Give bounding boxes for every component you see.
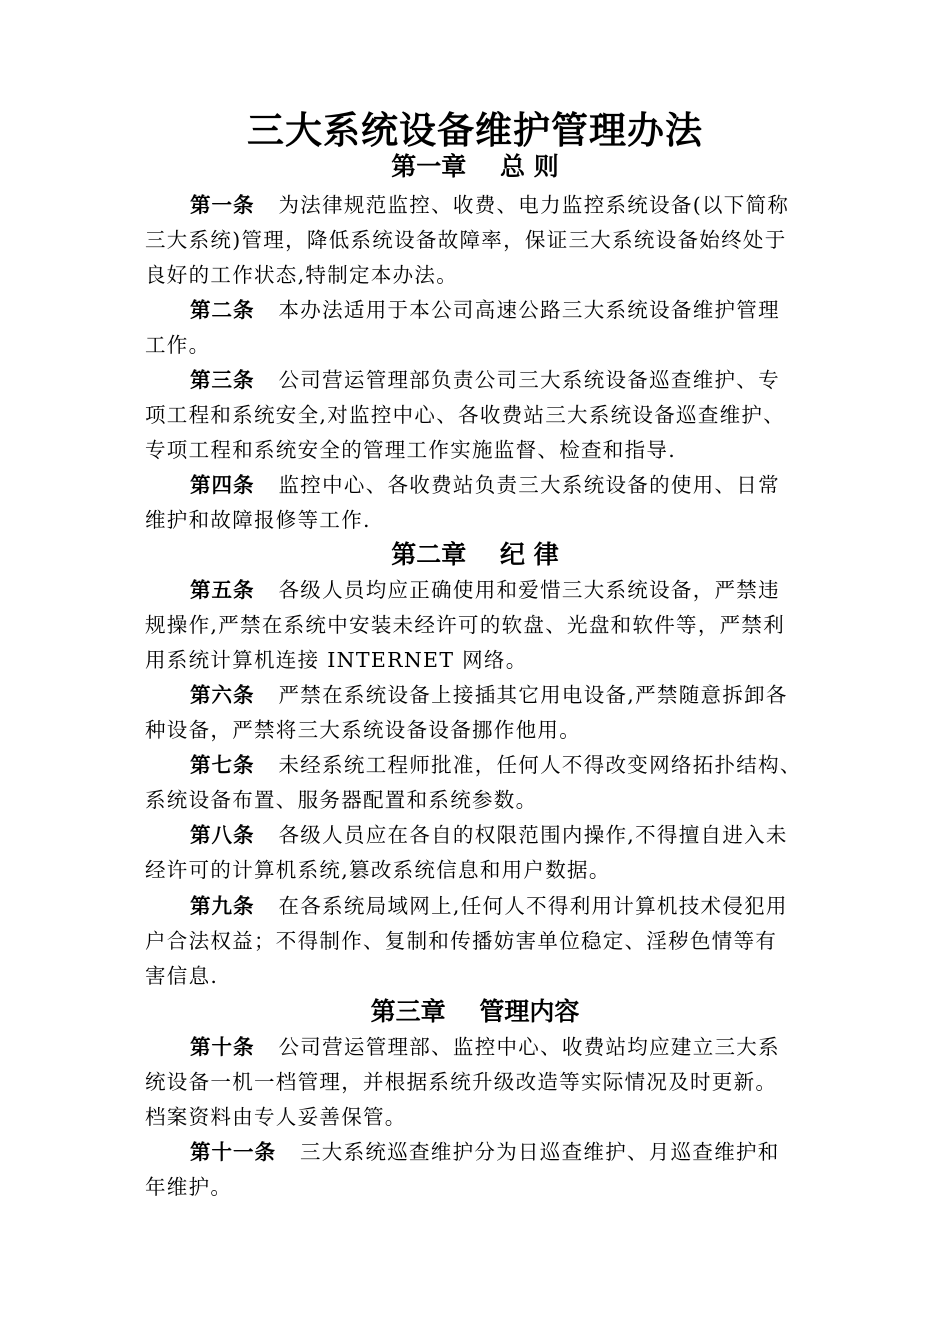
article-line bbox=[145, 293, 825, 328]
article-line: 户合法权益；不得制作、复制和传播妨害单位稳定、淫秽色情等有 bbox=[145, 929, 778, 953]
article-line: 经许可的计算机系统,篡改系统信息和用户数据。 bbox=[145, 858, 611, 882]
article-11 bbox=[145, 1135, 825, 1205]
article-number: 第四条 bbox=[190, 473, 255, 497]
article-line bbox=[145, 1135, 825, 1170]
article-6 bbox=[145, 678, 825, 748]
article-line: 工作。 bbox=[145, 333, 211, 357]
article-number: 第一条 bbox=[190, 193, 255, 217]
article-number: 第三条 bbox=[190, 368, 255, 392]
article-text: 各级人员应在各自的权限范围内操作,不得擅自进入未 bbox=[278, 823, 788, 847]
article-line bbox=[145, 678, 825, 713]
article-text: 监控中心、各收费站负责三大系统设备的使用、日常 bbox=[278, 473, 780, 497]
article-line: 系统设备布置、服务器配置和系统参数。 bbox=[145, 788, 538, 812]
article-line: 档案资料由专人妥善保管。 bbox=[145, 1105, 407, 1129]
article-line: 维护和故障报修等工作. bbox=[145, 508, 371, 532]
article-line bbox=[145, 188, 825, 223]
article-line: 种设备，严禁将三大系统设备设备挪作他用。 bbox=[145, 718, 581, 742]
article-line bbox=[145, 748, 825, 783]
chapter-heading-2: 第二章 纪 律 bbox=[391, 540, 559, 569]
article-number: 第十一条 bbox=[190, 1140, 276, 1164]
chapter-heading-3: 第三章 管理内容 bbox=[370, 997, 580, 1026]
chapter-heading-1: 第一章 总 则 bbox=[391, 152, 559, 181]
article-line: 统设备一机一档管理，并根据系统升级改造等实际情况及时更新。 bbox=[145, 1070, 778, 1094]
article-text: 三大系统巡查维护分为日巡查维护、月巡查维护和 bbox=[300, 1140, 780, 1164]
article-8 bbox=[145, 818, 825, 888]
article-text: 未经系统工程师批准，任何人不得改变网络拓扑结构、 bbox=[278, 753, 802, 777]
article-number: 第九条 bbox=[190, 894, 255, 918]
article-line bbox=[145, 1030, 825, 1065]
article-line bbox=[145, 573, 825, 608]
article-line bbox=[145, 818, 825, 853]
article-text: 在各系统局域网上,任何人不得利用计算机技术侵犯用 bbox=[278, 894, 788, 918]
article-number: 第八条 bbox=[190, 823, 255, 847]
article-line bbox=[145, 889, 825, 924]
article-number: 第七条 bbox=[190, 753, 255, 777]
article-text: 本办法适用于本公司高速公路三大系统设备维护管理 bbox=[278, 298, 780, 322]
article-text: 为法律规范监控、收费、电力监控系统设备(以下简称 bbox=[278, 193, 790, 217]
article-number: 第六条 bbox=[190, 683, 255, 707]
article-line bbox=[145, 468, 825, 503]
article-10 bbox=[145, 1030, 825, 1135]
article-line: 良好的工作状态,特制定本办法。 bbox=[145, 263, 459, 287]
article-line: 规操作,严禁在系统中安装未经许可的软盘、光盘和软件等，严禁利 bbox=[145, 613, 786, 637]
article-line: 年维护。 bbox=[145, 1175, 233, 1199]
article-line bbox=[145, 363, 825, 398]
article-line: 专项工程和系统安全的管理工作实施监督、检查和指导. bbox=[145, 438, 677, 462]
article-5 bbox=[145, 573, 825, 678]
article-line: 用系统计算机连接 INTERNET 网络。 bbox=[145, 648, 528, 672]
article-number: 第十条 bbox=[190, 1035, 255, 1059]
article-text: 公司营运管理部、监控中心、收费站均应建立三大系 bbox=[278, 1035, 780, 1059]
article-1 bbox=[145, 188, 825, 293]
article-line: 项工程和系统安全,对监控中心、各收费站三大系统设备巡查维护、 bbox=[145, 403, 786, 427]
article-text: 各级人员均应正确使用和爱惜三大系统设备，严禁违 bbox=[278, 578, 780, 602]
article-line: 三大系统)管理，降低系统设备故障率，保证三大系统设备始终处于 bbox=[145, 228, 787, 252]
article-number: 第五条 bbox=[190, 578, 255, 602]
article-text: 公司营运管理部负责公司三大系统设备巡查维护、专 bbox=[278, 368, 780, 392]
article-9 bbox=[145, 889, 825, 994]
document-title: 三大系统设备维护管理办法 bbox=[247, 108, 703, 152]
article-2 bbox=[145, 293, 825, 363]
article-3 bbox=[145, 363, 825, 468]
article-7 bbox=[145, 748, 825, 818]
article-4 bbox=[145, 468, 825, 538]
article-number: 第二条 bbox=[190, 298, 255, 322]
article-line: 害信息. bbox=[145, 964, 219, 988]
article-text: 严禁在系统设备上接插其它用电设备,严禁随意拆卸各 bbox=[278, 683, 788, 707]
